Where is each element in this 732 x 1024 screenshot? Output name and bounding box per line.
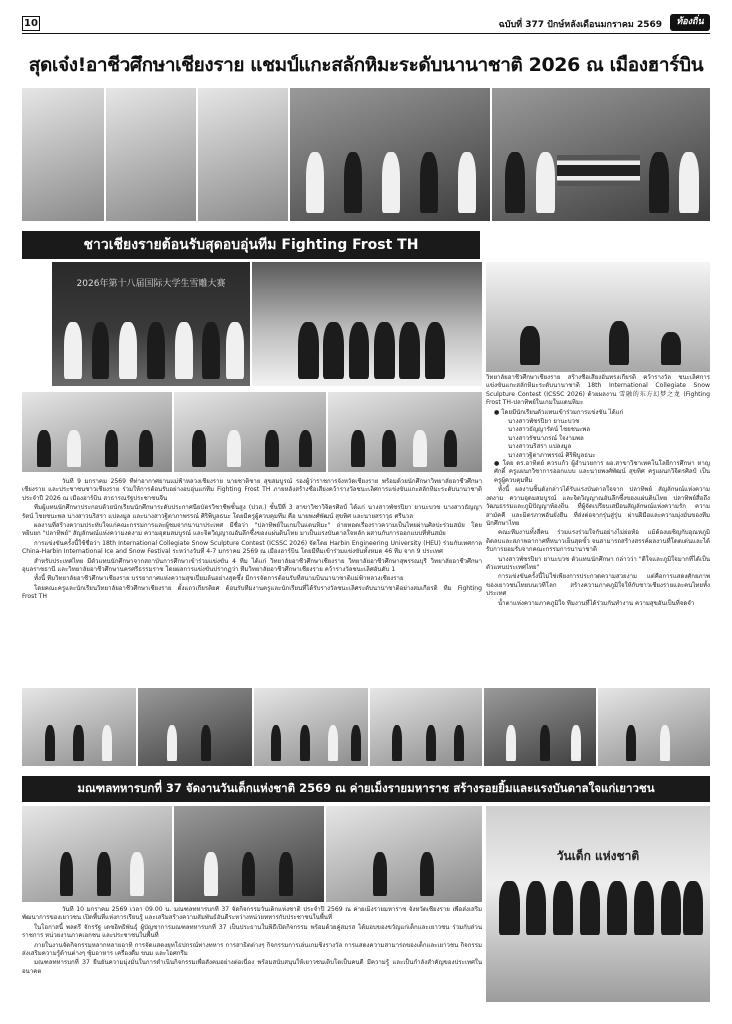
thai-flag-shape	[557, 155, 640, 187]
team-member-name: นางสาวพัชรปิยา ยานะบวช	[508, 418, 580, 426]
section-banner-welcome	[22, 231, 480, 259]
main-paragraph-5: สำหรับประเทศไทย มีตัวแทนนักศึกษาจากสถาบันการศึกษาเข้าร่วมแข่งขัน 4 ทีม ได้แก่ วิทยาลัยอาชีวศึกษาเชียงราย วิทยาลัยอาชีวศึกษาสุพรรณบุรี วิทยาลัยอาชีวศึกษาอุบลราชธานี และวิทยาลัยอาชีวศึกษานครศรีธรรมราช โดยผลการแข่งขันปรากฏว่า ทีมวิทยาลัยอาชีวศึกษาเชียงราย คว้ารางวัลชนะเลิศอันดับ 1	[22, 557, 482, 574]
headline-main	[22, 46, 710, 84]
stage-banner-text: 2026年第十八届国际大学生雪雕大赛	[76, 279, 226, 289]
side-paragraph-4: น้ำตาแห่งความภาคภูมิใจ ทีมงานที่ได้ร่วมกันทำงาน ความสุขอันเป็นที่จดจำ	[498, 599, 695, 607]
photo-team-flag	[492, 88, 710, 221]
section-banner-welcome-text: ชาวเชียงรายต้อนรับสุดอบอุ่นทีม Fighting Frost TH	[83, 237, 419, 253]
section-banner-children-day	[22, 776, 710, 802]
issue-label: ฉบับที่ 377 ปักษ์หลังเดือนมกราคม 2569	[498, 20, 662, 30]
photo-ceremony-1	[22, 806, 172, 902]
photo-welcome-strip-2	[138, 688, 252, 766]
photo-ice-sculpture-2	[106, 88, 196, 221]
side-article: วิทยาลัยอาชีวศึกษาเชียงราย สร้างชื่อเสียงอันทรงเกียรติ คว้ารางวัล ชนะเลิศการแข่งขันแกะสลักหิมะระดับนานาชาติ 18th International Collegiate Snow Sculpture Contest (ICSSC 2026) ด้วยผลงาน 雪融的东方幻梦之龙 (Fighting Frost TH-ปลาทิพย์ในเกมในแดนหิมะ ● โดยมีนักเรียนตัวแทนเข้าร่วมการแข่งขัน ได้แก่ นางสาวพัชรปิยา ยานะบวช นางสาวธัญญารัตน์ ไชยชนะพล นางสาวรัชนาภรณ์ ใจงามพล นางสาวนริสรา แปลงมูล นางสาวฐิตาภาพรรณ์ ศิริพิบูลธนะ ● โดย ดร.อาทิตย์ ควรแก้ว ผู้อำนวยการ ผอ.สาขาวิชาเทคโนโลยีการศึกษา หาญศักดิ์ ครูแผนกวิชาการออกแบบ และนายพงศ์พัฒน์ สุขทิศ ครูแผนกวิจิตรศิลป์ เป็นครูผู้ควบคุมทีม ทั้งนี้ ผลงานชิ้นดังกล่าวได้รับแรงบันดาลใจจาก ปลาทิพย์ สัญลักษณ์แห่งความงดงาม ความอุดมสมบูรณ์ และจิตวิญญาณอันลึกซึ้งของแผ่นดินไทย ปลาทิพย์สื่อถึงวัฒนธรรมและภูมิปัญญาท้องถิ่น ที่ผู้จัดเปรียบเสมือนสัญลักษณ์แห่งความรัก ความสามัคคี และมิตรภาพอันยั่งยืน ที่ส่งต่อจากรุ่นสู่รุ่น ผ่านฝีมือและความมุ่งมั่นของทีมนักศึกษาไทย คณะทีมงานทั้งสี่คน ร่วมแรงร่วมใจกันอย่างไม่ย่อท้อ แม้ต้องเผชิญกับอุณหภูมิติดลบและสภาพอากาศที่หนาวเย็นสุดขั้ว จนสามารถสร้างสรรค์ผลงานที่โดดเด่นและได้รับการยอมรับจากคณะกรรมการนานาชาติ นางสาวพัชรปิยา ยานะบวช ตัวแทนนักศึกษา กล่าวว่า "ดีใจและภูมิใจมากที่ได้เป็นตัวแทนประเทศไทย" การแข่งขันครั้งนี้ไม่ใช่เพียงการประกวดความสวยงาม แต่คือการแสดงศักยภาพของเยาวชนไทยบนเวทีโลก สร้างความภาคภูมิใจให้กับชาวเชียงรายและคนไทยทั้งประเทศ น้ำตาแห่งความภาคภูมิใจ ทีมงานที่ได้ร่วมกันทำงาน ความสุขอันเป็นที่จดจำ	[486, 374, 710, 607]
bottom-paragraph-3: ภายในงานจัดกิจกรรมหลากหลายอาทิ การจัดแสดงยุทโธปกรณ์ทางทหาร การสาธิตต่างๆ กิจกรรมการเล่นเกมชิงรางวัล การแสดงความสามารถของเด็กและเยาวชน กิจกรรมส่งเสริมความรู้ด้านต่างๆ ซุ้มอาหาร เครื่องดื่ม ขนม และไอศกรีม	[22, 941, 482, 958]
photo-sculpting-snow	[486, 262, 710, 372]
main-paragraph-7: โดยคณะครูและนักเรียนวิทยาลัยอาชีวศึกษาเชียงราย ตั้งแถวเกียรติยศ ต้อนรับทีมงานครูและนักเรียนที่ได้รับรางวัลชนะเลิศระดับนานาชาติอย่างสมเกียรติ ทีม Fighting Frost TH	[22, 584, 482, 601]
main-paragraph-4: การแข่งขันครั้งนี้ใช้ชื่อว่า 18th International Collegiate Snow Sculpture Contest (ICSSC 2026) จัดโดย Harbin Engineering University (HEU) ร่วมกับเทศกาล China-Harbin International Ice and Snow Festival ระหว่างวันที่ 4-7 มกราคม 2569 ณ เมืองฮาร์บิน โดยมีทีมเข้าร่วมแข่งขันทั้งหมด 46 ทีม จาก 9 ประเทศ	[22, 539, 482, 556]
team-name-list	[486, 418, 710, 460]
photo-military-display-1	[326, 806, 482, 902]
photo-welcome-strip-3	[254, 688, 368, 766]
side-paragraph-3: การแข่งขันครั้งนี้ไม่ใช่เพียงการประกวดความสวยงาม แต่คือการแสดงศักยภาพของเยาวชนไทยบนเวทีโลก สร้างความภาคภูมิใจให้กับชาวเชียงรายและคนไทยทั้งประเทศ	[486, 573, 710, 598]
photo-airport-welcome-2	[174, 392, 326, 472]
photo-welcome-strip-5	[484, 688, 596, 766]
photo-award-stage	[52, 262, 250, 386]
kids-day-sign: วันเด็ก แห่งชาติ	[556, 849, 640, 864]
side-paragraph-2: คณะทีมงานทั้งสี่คน ร่วมแรงร่วมใจกันอย่างไม่ย่อท้อ แม้ต้องเผชิญกับอุณหภูมิติดลบและสภาพอากาศที่หนาวเย็นสุดขั้ว จนสามารถสร้างสรรค์ผลงานที่โดดเด่นและได้รับการยอมรับจากคณะกรรมการนานาชาติ	[486, 529, 710, 554]
bottom-paragraph-4: มณฑลทหารบกที่ 37 ยืนยันความมุ่งมั่นในการดำเนินกิจกรรมเพื่อสังคมอย่างต่อเนื่อง พร้อมสนับสนุนให้เยาวชนเติบโตเป็นคนดี มีความรู้ และเป็นกำลังสำคัญของประเทศในอนาคต	[22, 959, 482, 975]
main-paragraph-1: วันที่ 9 มกราคม 2569 ที่ท่าอากาศยานแม่ฟ้าหลวงเชียงราย นายชาติชาย สุขสมบูรณ์ รองผู้ว่าราชการจังหวัดเชียงราย พร้อมด้วยนักศึกษาวิทยาลัยอาชีวศึกษาเชียงราย และประชาชนชาวเชียงราย ร่วมให้การต้อนรับอย่างอบอุ่นแก่ทีม Fighting Frost TH ภายหลังสร้างชื่อเสียงคว้ารางวัลชนะเลิศการแข่งขันแกะสลักหิมะระดับนานาชาติ ประจำปี 2026 ณ เมืองฮาร์บิน สาธารณรัฐประชาชนจีน	[22, 478, 482, 502]
headline-main-text: สุดเจ๋ง!อาชีวศึกษาเชียงราย แชมป์แกะสลักหิมะระดับนานาชาติ 2026 ณ เมืองฮาร์บิน	[28, 54, 704, 76]
photo-welcome-strip-1	[22, 688, 136, 766]
team-member-name: นางสาวนริสรา แปลงมูล	[508, 443, 572, 451]
side-intro: วิทยาลัยอาชีวศึกษาเชียงราย สร้างชื่อเสียงอันทรงเกียรติ คว้ารางวัล ชนะเลิศการแข่งขันแกะสลักหิมะระดับนานาชาติ 18th International Collegiate Snow Sculpture Contest (ICSSC 2026) ด้วยผลงาน 雪融的东方幻梦之龙 (Fighting Frost TH-ปลาทิพย์ในเกมในแดนหิมะ	[486, 374, 710, 407]
photo-airport-welcome-1	[22, 392, 172, 472]
team-member-name: นางสาวรัชนาภรณ์ ใจงามพล	[508, 434, 584, 442]
side-bullet-1: โดยมีนักเรียนตัวแทนเข้าร่วมการแข่งขัน ได้แก่	[501, 408, 624, 416]
page-number: 10	[22, 16, 40, 31]
photo-airport-welcome-3	[328, 392, 482, 472]
side-bullet-2: โดย ดร.อาทิตย์ ควรแก้ว ผู้อำนวยการ ผอ.สาขาวิชาเทคโนโลยีการศึกษา หาญศักดิ์ ครูแผนกวิชาการออกแบบ และนายพงศ์พัฒน์ สุขทิศ ครูแผนกวิจิตรศิลป์ เป็นครูผู้ควบคุมทีม	[494, 460, 710, 484]
photo-team-bouquets	[290, 88, 490, 221]
photo-ice-sculpture-3	[198, 88, 288, 221]
photo-welcome-strip-4	[370, 688, 482, 766]
photo-ceremony-2	[174, 806, 324, 902]
photo-team-snow-night	[252, 262, 482, 386]
side-paragraph-1: ทั้งนี้ ผลงานชิ้นดังกล่าวได้รับแรงบันดาลใจจาก ปลาทิพย์ สัญลักษณ์แห่งความงดงาม ความอุดมสมบูรณ์ และจิตวิญญาณอันลึกซึ้งของแผ่นดินไทย ปลาทิพย์สื่อถึงวัฒนธรรมและภูมิปัญญาท้องถิ่น ที่ผู้จัดเปรียบเสมือนสัญลักษณ์แห่งความรัก ความสามัคคี และมิตรภาพอันยั่งยืน ที่ส่งต่อจากรุ่นสู่รุ่น ผ่านฝีมือและความมุ่งมั่นของทีมนักศึกษาไทย	[486, 486, 710, 527]
main-paragraph-2: ทีมผู้แทนนักศึกษาประกอบด้วยนักเรียนนักศึกษาระดับประกาศนียบัตรวิชาชีพชั้นสูง (ปวส.) ชั้นปีที่ 3 สาขาวิชาวิจิตรศิลป์ ได้แก่ นางสาวพัชรปิยา ยานะบวช นางสาวธัญญารัตน์ ไชยชนะพล นางสาวนริสรา แปลงมูล และนางสาวฐิตาภาพรรณ์ ศิริพิบูลธนะ โดยมีครูผู้ควบคุมทีม คือ นายพงศ์พัฒน์ สุขทิศ และนายสราวุธ ศรีนวล	[22, 504, 482, 520]
side-quote: นางสาวพัชรปิยา ยานะบวช ตัวแทนนักศึกษา กล่าวว่า "ดีใจและภูมิใจมากที่ได้เป็นตัวแทนประเทศไทย"	[486, 555, 710, 571]
bottom-paragraph-2: ในโอกาสนี้ พลตรี จักรรัฐ เดชอิทธิพันธุ์ ผู้บัญชาการมณฑลทหารบกที่ 37 เป็นประธานในพิธีเปิดกิจกรรม พร้อมด้วยคู่สมรส ได้มอบของขวัญแก่เด็กและเยาวชน ร่วมกับส่วนราชการ หน่วยงานภาคเอกชน และประชาชนในพื้นที่	[22, 923, 482, 940]
team-member-name: นางสาวธัญญารัตน์ ไชยชนะพล	[508, 426, 591, 434]
photo-ice-sculpture-1	[22, 88, 104, 221]
main-paragraph-3: ผลงานที่สร้างความประทับใจแก่คณะกรรมการและผู้ชมจากนานาประเทศ มีชื่อว่า "ปลาทิพย์ในเกมในแดนหิมะ" ถ่ายทอดเรื่องราวความเป็นไทยผ่านศิลปะร่วมสมัย โดยหยิบยก "ปลาทิพย์" สัญลักษณ์แห่งความงดงาม ความอุดมสมบูรณ์ และจิตวิญญาณอันลึกซึ้งของแผ่นดินไทย มาเป็นแรงบันดาลใจหลัก ผสานกับการออกแบบที่ทันสมัย	[22, 522, 482, 538]
team-member-name: นางสาวฐิตาภาพรรณ์ ศิริพิบูลธนะ	[508, 451, 596, 459]
page-header	[22, 14, 710, 34]
main-article	[22, 478, 482, 684]
bottom-article	[22, 906, 482, 1018]
main-paragraph-6: ทั้งนี้ ทีมวิทยาลัยอาชีวศึกษาเชียงราย บรรยากาศแห่งความสุขเปี่ยมล้นอย่างสุดซึ้ง มีการจัดการต้อนรับที่สนามบินนานาชาติแม่ฟ้าหลวงเชียงราย	[34, 575, 404, 583]
newspaper-logo: ท้องถิ่น	[670, 14, 710, 31]
photo-welcome-strip-6	[598, 688, 710, 766]
section-banner-children-day-text: มณฑลทหารบกที่ 37 จัดงานวันเด็กแห่งชาติ 2569 ณ ค่ายเม็งรายมหาราช สร้างรอยยิ้มและแรงบันดาลใจแก่เยาวชน	[77, 781, 655, 795]
photo-kids-day-stage	[486, 806, 710, 1002]
bottom-paragraph-1: วันที่ 10 มกราคม 2569 เวลา 09.00 น. มณฑลทหารบกที่ 37 จัดกิจกรรมวันเด็กแห่งชาติ ประจำปี 2569 ณ ค่ายเม็งรายมหาราช จังหวัดเชียงราย เพื่อส่งเสริมพัฒนาการของเยาวชน เปิดพื้นที่แห่งการเรียนรู้ และเสริมสร้างความสัมพันธ์อันดีระหว่างหน่วยทหารกับประชาชนในพื้นที่	[22, 906, 482, 922]
